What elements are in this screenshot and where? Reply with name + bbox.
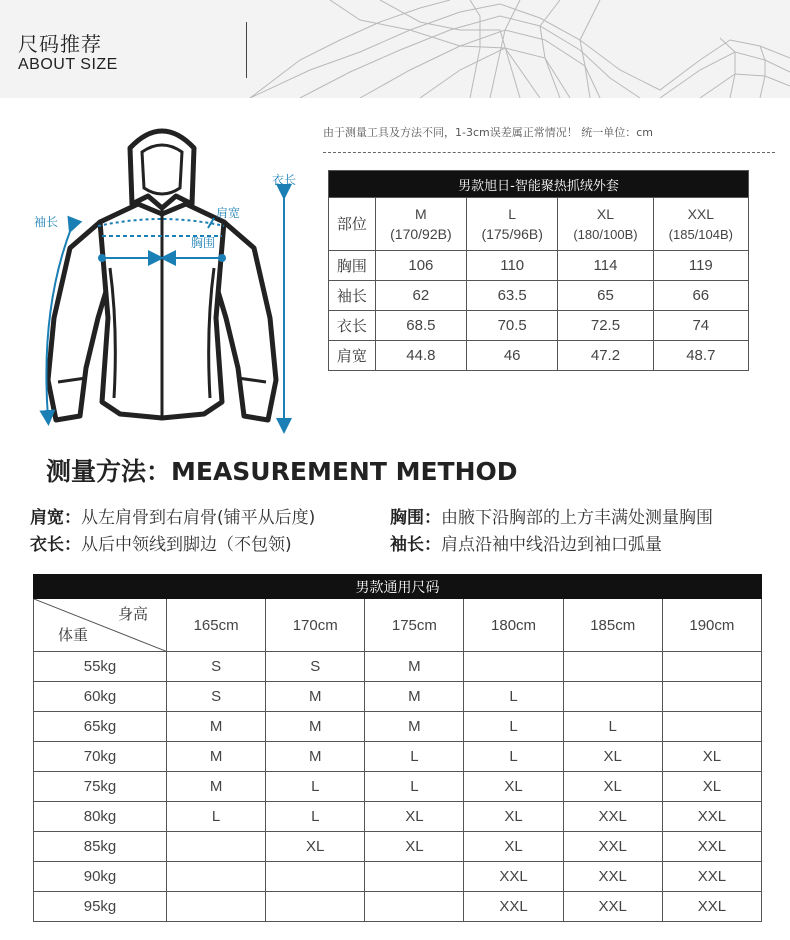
corner-header-cell [34,599,167,652]
table-row: 80kg L L XL XL XXL XXL [34,802,762,832]
spec-size-header: XXL (185/104B) [653,198,748,251]
spec-size-header: XL (180/100B) [558,198,653,251]
table-row: 90kg XXL XXL XXL [34,862,762,892]
label-shoulder: 肩宽 [216,206,241,220]
label-sleeve: 袖长 [34,215,59,229]
jacket-measurement-diagram [18,118,308,436]
height-header: 170cm [266,599,365,652]
table-row: 55kg S S M [34,652,762,682]
mountain-wireframe-illustration [0,0,790,98]
height-header: 185cm [563,599,662,652]
method-sleeve: 袖长：肩点沿袖中线沿边到袖口弧量 [390,535,662,555]
general-table-caption: 男款通用尺码 [34,575,762,599]
height-axis-label: 身高 [117,605,148,623]
height-header: 165cm [167,599,266,652]
method-chest: 胸围：由腋下沿胸部的上方丰满处测量胸围 [390,508,713,528]
spec-size-header: M (170/92B) [375,198,466,251]
measurement-method-title: 测量方法：MEASUREMENT METHOD [46,457,518,486]
table-row: 85kg XL XL XL XXL XXL [34,832,762,862]
header-banner [0,0,790,98]
product-size-table [328,170,749,371]
spec-size-header: L (175/96B) [467,198,558,251]
product-table-caption: 男款旭日-智能聚热抓绒外套 [329,171,749,198]
spec-corner-cell: 部位 [329,198,376,251]
section-title-zh: 尺码推荐 [18,32,102,56]
table-row: 65kg M M M L L [34,712,762,742]
table-row: 95kg XXL XXL XXL [34,892,762,922]
table-row: 70kg M M L L XL XL [34,742,762,772]
general-size-table [33,574,762,922]
jacket-hood [130,131,194,208]
table-row: 60kg S M M L [34,682,762,712]
label-chest: 胸围 [191,236,216,250]
label-length: 衣长 [272,173,297,187]
table-row: 胸围 106 110 114 119 [329,251,749,281]
height-header: 175cm [365,599,464,652]
table-row: 肩宽 44.8 46 47.2 48.7 [329,341,749,371]
method-shoulder: 肩宽：从左肩骨到右肩骨(铺平从后度) [30,508,316,528]
method-length: 衣长：从后中领线到脚边（不包领) [30,535,292,555]
table-row: 袖长 62 63.5 65 66 [329,281,749,311]
measurement-note: 由于测量工具及方法不同，1-3cm误差属正常情况！ 统一单位：cm [323,126,653,139]
dashed-divider [323,152,775,153]
height-header: 180cm [464,599,563,652]
table-row: 75kg M L L XL XL XL [34,772,762,802]
section-title-en: ABOUT SIZE [18,56,118,73]
table-row: 衣长 68.5 70.5 72.5 74 [329,311,749,341]
title-divider [246,22,247,78]
weight-axis-label: 体重 [58,626,89,644]
height-header: 190cm [662,599,761,652]
